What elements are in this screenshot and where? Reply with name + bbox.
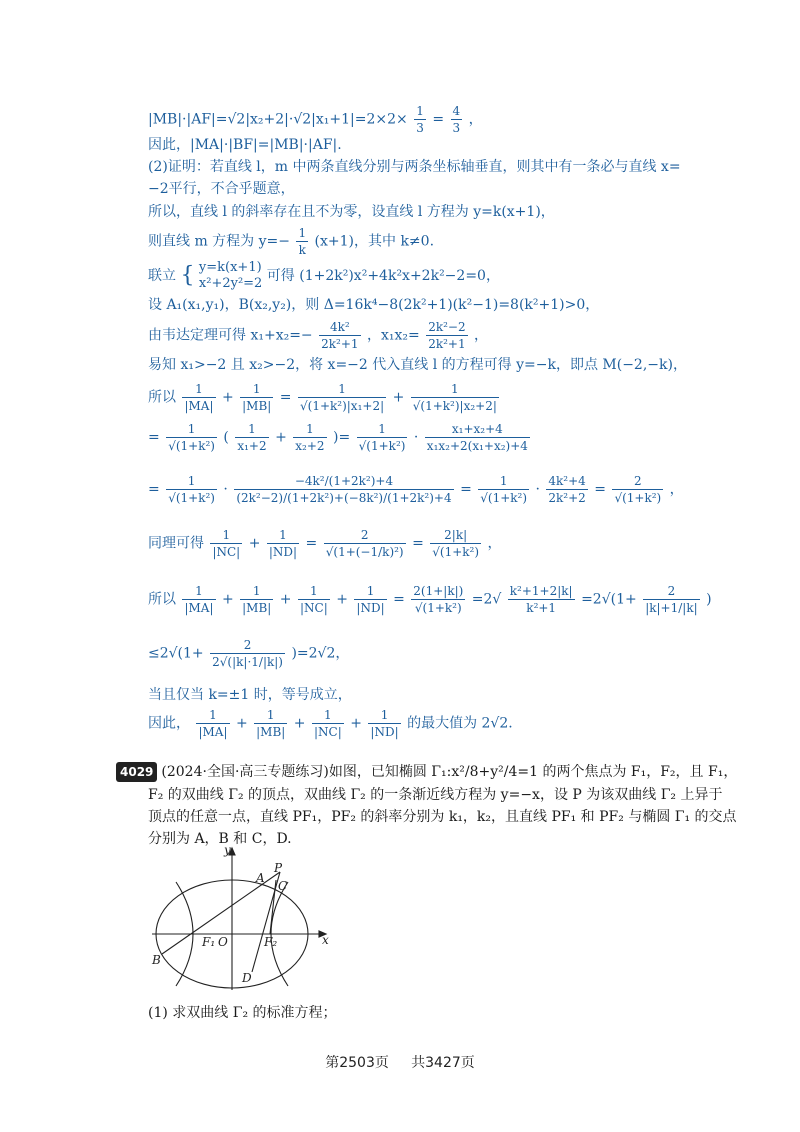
- fraction: $\frac{1}{k}$: [298, 226, 307, 257]
- text: +: [392, 389, 405, 406]
- text: )=: [333, 429, 351, 446]
- equation-system: y=k(x+1) x²+2y²=2: [198, 260, 263, 291]
- fraction: $\frac{1}{|MB|}$: [242, 382, 272, 413]
- text: 由韦达定理可得 x₁+x₂=−: [148, 327, 313, 344]
- fraction: $\frac{1}{|MA|}$: [198, 708, 228, 739]
- text: 联立: [148, 268, 176, 284]
- text: |MB|·|AF|=√2|x₂+2|·√2|x₁+1|=2×2×: [148, 111, 408, 128]
- solution-line-12: [148, 422, 532, 453]
- text: +: [221, 591, 234, 608]
- fraction: $\frac{1}{\text{√(1+k²)}}$: [358, 422, 406, 453]
- text: 因此，: [148, 715, 190, 732]
- fraction: $\frac{1}{|NC|}$: [299, 584, 328, 615]
- fraction: $\frac{1}{\text{√(1+k²)|x₁+2|}}$: [299, 382, 385, 413]
- question-1: (1) 求双曲线 Γ₂ 的标准方程；: [148, 1005, 337, 1021]
- text: ≤2√(1+: [148, 645, 204, 662]
- text: =: [432, 111, 445, 128]
- text: )=2√2，: [291, 645, 350, 662]
- label-p: P: [274, 861, 283, 875]
- fraction: $\frac{\text{k²+1+2|k|}}{\text{k²+1}}$: [509, 584, 573, 615]
- text: ): [706, 591, 712, 608]
- text: ·: [535, 481, 540, 498]
- label-y: y: [224, 843, 231, 857]
- label-d: D: [242, 971, 252, 985]
- text: =: [148, 481, 160, 498]
- solution-line-18: [148, 708, 513, 739]
- label-x: x: [322, 933, 329, 947]
- fraction: $\frac{1}{|MA|}$: [184, 584, 214, 615]
- fraction: $\frac{1}{|ND|}$: [370, 708, 399, 739]
- text: +: [279, 591, 292, 608]
- fraction: $\frac{2}{2√(|k|\cdot 1/|k|)}$: [212, 638, 283, 669]
- text: 可得 (1+2k²)x²+4k²x+2k²−2=0，: [266, 268, 500, 284]
- problem-line-3: 顶点的任意一点，直线 PF₁，PF₂ 的斜率分别为 k₁，k₂，且直线 PF₁ 和 PF₂ 与椭圆 Γ₁ 的交点: [148, 809, 737, 825]
- brace: {: [180, 263, 195, 288]
- text: (: [223, 429, 229, 446]
- text: ，x₁x₂=: [366, 327, 420, 344]
- text: =2√(1+: [581, 591, 637, 608]
- problem-number-badge: 4029: [116, 762, 157, 782]
- text: =2√: [471, 591, 502, 608]
- solution-line-10: 易知 x₁>−2 且 x₂>−2，将 x=−2 代入直线 l 的方程可得 y=−k，即点 M(−2,−k)，: [148, 357, 687, 373]
- solution-line-3: (2)证明：若直线 l，m 中两条直线分别与两条坐标轴垂直，则其中有一条必与直线 x=: [148, 159, 681, 175]
- solution-line-13: [148, 474, 684, 505]
- fraction: $\frac{2}{|k|+1/|k|}$: [645, 584, 698, 615]
- solution-line-6: [148, 226, 434, 257]
- label-f1: F₁: [202, 935, 216, 949]
- text: +: [293, 715, 306, 732]
- fraction: $\frac{1}{\text{x₁+2}}$: [237, 422, 267, 453]
- page-footer: [0, 1052, 800, 1072]
- fraction: $\frac{2(1+|k|)}{\text{√(1+k²)}}$: [413, 584, 464, 615]
- text: (2024·全国·高三专题练习)如图，已知椭圆 Γ₁:x²/8+y²/4=1 的两个焦点为 F₁，F₂，且 F₁，: [161, 764, 738, 780]
- text: 同理可得: [148, 535, 204, 552]
- solution-line-9: [148, 320, 488, 351]
- solution-line-7: [148, 260, 500, 292]
- text: ，: [669, 481, 684, 498]
- fraction: $\frac{2|k|}{\text{√(1+k²)}}$: [432, 528, 480, 559]
- fraction: $\frac{\text{2k²−2}}{\text{2k²+1}}$: [428, 320, 466, 351]
- fraction: $\frac{1}{|NC|}$: [313, 708, 342, 739]
- solution-line-14: [148, 528, 502, 559]
- page-number: 第2503页: [325, 1055, 389, 1071]
- text: +: [350, 715, 362, 732]
- text: =: [148, 429, 160, 446]
- text: ·: [413, 429, 419, 446]
- text: 则直线 m 方程为 y=−: [148, 233, 290, 250]
- text: +: [235, 715, 248, 732]
- text: =: [594, 481, 606, 498]
- fraction: $\frac{1}{|ND|}$: [356, 584, 385, 615]
- problem-line-2: F₂ 的双曲线 Γ₂ 的顶点，双曲线 Γ₂ 的一条渐近线方程为 y=−x，设 P 为该双曲线 Γ₂ 上异于: [148, 787, 723, 803]
- solution-line-16: [148, 638, 349, 669]
- solution-line-15: [148, 584, 712, 615]
- label-b: B: [152, 953, 161, 967]
- figure-svg: [148, 842, 348, 992]
- text: ，: [474, 327, 489, 344]
- fraction: $\frac{\text{4k²+4}}{\text{2k²+2}}$: [548, 474, 586, 505]
- problem-line-1: [116, 762, 737, 782]
- label-a: A: [256, 871, 265, 885]
- solution-line-1: [148, 104, 483, 135]
- fraction: $\frac{1}{\text{x₂+2}}$: [295, 422, 325, 453]
- fraction: $\frac{2}{\text{√(1+k²)}}$: [614, 474, 662, 505]
- fraction: $\frac{1}{3}$: [416, 104, 424, 135]
- fraction: $\frac{1}{|MA|}$: [184, 382, 214, 413]
- solution-line-8: 设 A₁(x₁,y₁)，B(x₂,y₂)，则 Δ=16k⁴−8(2k²+1)(k²−1)=8(k²+1)>0，: [148, 297, 600, 313]
- fraction: $\frac{4}{3}$: [452, 104, 461, 135]
- fraction: $\frac{1}{|ND|}$: [268, 528, 298, 559]
- text: ，: [487, 535, 502, 552]
- fraction: $\frac{\text{x₁+x₂+4}}{\text{x₁x₂+2(x₁+x₂)+4}}$: [426, 422, 528, 453]
- ellipse-hyperbola-figure: [148, 842, 348, 996]
- page-total: 共3427页: [411, 1055, 475, 1071]
- solution-line-5: 所以，直线 l 的斜率存在且不为零，设直线 l 方程为 y=k(x+1)，: [148, 204, 555, 220]
- fraction: $\frac{1}{\text{√(1+k²)}}$: [168, 422, 215, 453]
- text: (x+1)，其中 k≠0.: [314, 233, 435, 250]
- label-c: C: [278, 879, 288, 893]
- text: =: [412, 535, 424, 552]
- solution-line-2: 因此，|MA|·|BF|=|MB|·|AF|.: [148, 137, 342, 153]
- fraction: $\frac{\text{−4k²/(1+2k²)+4}}{\text{(2k²−2)/(1+2k²)+(−8k²)/(1+2k²)+4}}$: [236, 474, 452, 505]
- solution-line-4: −2平行，不合乎题意，: [148, 181, 295, 197]
- fraction: $\frac{\text{4k²}}{\text{2k²+1}}$: [321, 320, 359, 351]
- fraction: $\frac{1}{|NC|}$: [212, 528, 241, 559]
- text: +: [248, 535, 261, 552]
- fraction: $\frac{1}{\text{√(1+k²)|x₂+2|}}$: [412, 382, 497, 413]
- text: =: [279, 389, 292, 406]
- fraction: $\frac{1}{\text{√(1+k²)}}$: [168, 474, 215, 505]
- text: 的最大值为 2√2.: [407, 715, 513, 732]
- text: 所以: [148, 591, 176, 608]
- line-pf2: [252, 872, 280, 972]
- fraction: $\frac{1}{\text{√(1+k²)}}$: [480, 474, 528, 505]
- text: ，: [468, 111, 483, 128]
- problem-line-4: 分别为 A，B 和 C，D.: [148, 831, 292, 847]
- fraction: $\frac{1}{|MB|}$: [256, 708, 286, 739]
- text: =: [393, 591, 405, 608]
- text: =: [460, 481, 472, 498]
- fraction: $\frac{1}{|MB|}$: [242, 584, 272, 615]
- text: +: [336, 591, 348, 608]
- text: 所以: [148, 389, 176, 406]
- solution-line-11: [148, 382, 501, 413]
- label-o: O: [218, 935, 228, 949]
- fraction: $\frac{2}{\text{√(1+(−1/k)²)}}$: [325, 528, 404, 559]
- text: +: [275, 429, 287, 446]
- label-f2: F₂: [264, 935, 278, 949]
- text: ·: [223, 481, 228, 498]
- solution-line-17: 当且仅当 k=±1 时，等号成立，: [148, 687, 352, 703]
- text: +: [221, 389, 234, 406]
- text: =: [305, 535, 318, 552]
